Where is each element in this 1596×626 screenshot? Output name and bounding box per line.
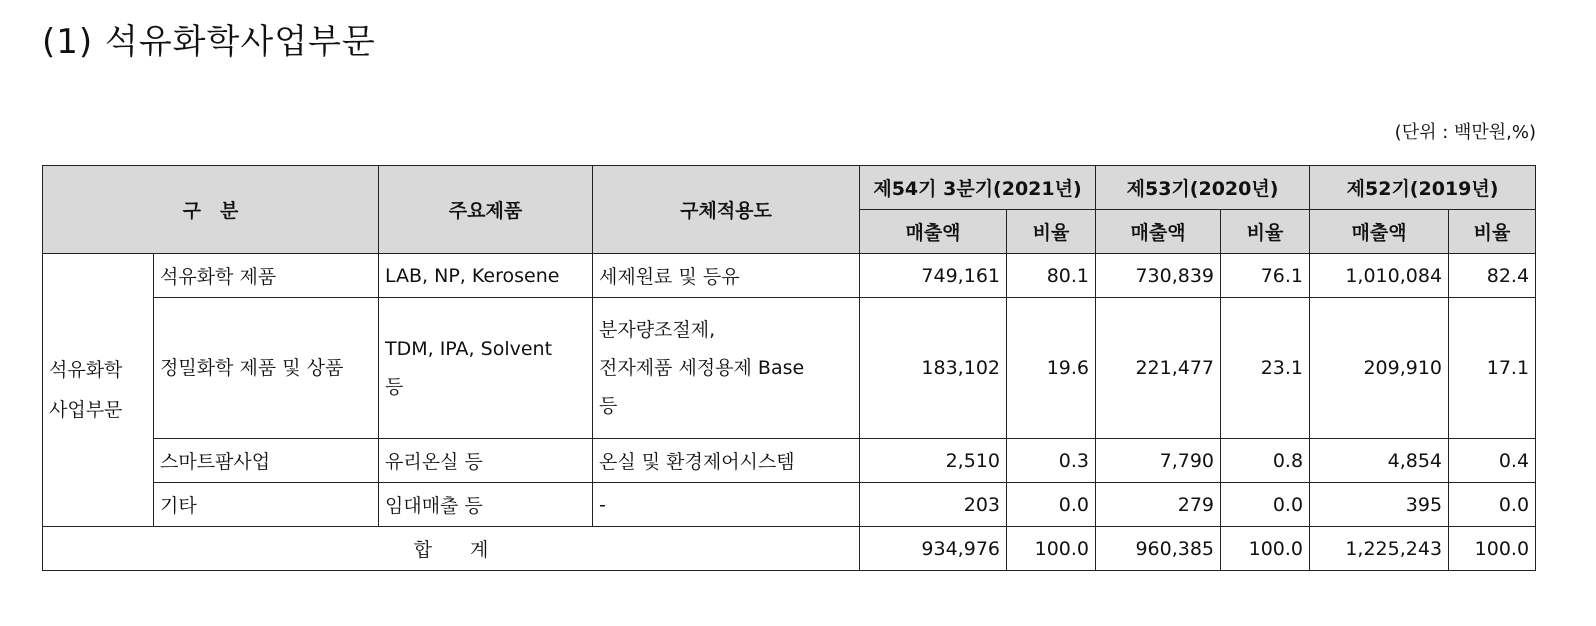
total-value: 100.0 (1007, 527, 1096, 571)
header-category: 구 분 (43, 166, 379, 254)
header-period-2: 제53기(2020년) (1096, 166, 1310, 210)
table-row (43, 298, 1536, 439)
usage-line: 전자제품 세정용제 Base (599, 357, 805, 379)
value-cell: 0.8 (1221, 439, 1310, 483)
value-cell: 7,790 (1096, 439, 1221, 483)
unit-note: (단위 : 백만원,%) (1394, 122, 1536, 143)
product-cell: 임대매출 등 (379, 483, 593, 527)
header-ratio: 비율 (1449, 210, 1536, 254)
value-cell: 82.4 (1449, 254, 1536, 298)
value-cell: 395 (1310, 483, 1449, 527)
header-sales: 매출액 (860, 210, 1007, 254)
value-cell: 76.1 (1221, 254, 1310, 298)
usage-cell (593, 298, 860, 439)
table-row (43, 254, 1536, 298)
value-cell: 0.4 (1449, 439, 1536, 483)
product-line: TDM, IPA, Solvent (385, 338, 553, 360)
segment-line: 사업부문 (49, 399, 123, 421)
value-cell: 1,010,084 (1310, 254, 1449, 298)
product-line: 등 (385, 376, 404, 398)
table-row (43, 439, 1536, 483)
product-cell (379, 298, 593, 439)
header-sales: 매출액 (1096, 210, 1221, 254)
value-cell: 0.0 (1449, 483, 1536, 527)
header-period-1: 제54기 3분기(2021년) (860, 166, 1096, 210)
value-cell: 0.0 (1007, 483, 1096, 527)
sales-table (42, 165, 1536, 571)
item-cell: 스마트팜사업 (154, 439, 379, 483)
segment-cell (43, 254, 154, 527)
header-usage: 구체적용도 (593, 166, 860, 254)
value-cell: 2,510 (860, 439, 1007, 483)
product-cell: 유리온실 등 (379, 439, 593, 483)
item-cell: 정밀화학 제품 및 상품 (154, 298, 379, 439)
value-cell: 4,854 (1310, 439, 1449, 483)
value-cell: 80.1 (1007, 254, 1096, 298)
value-cell: 17.1 (1449, 298, 1536, 439)
total-row (43, 527, 1536, 571)
usage-line: 등 (599, 395, 618, 417)
header-product: 주요제품 (379, 166, 593, 254)
header-ratio: 비율 (1007, 210, 1096, 254)
total-label: 합 계 (43, 527, 860, 571)
total-value: 934,976 (860, 527, 1007, 571)
segment-line: 석유화학 (49, 359, 123, 381)
table-row (43, 483, 1536, 527)
usage-cell: 세제원료 및 등유 (593, 254, 860, 298)
header-row-1 (43, 166, 1536, 210)
value-cell: 730,839 (1096, 254, 1221, 298)
value-cell: 203 (860, 483, 1007, 527)
value-cell: 0.3 (1007, 439, 1096, 483)
product-cell: LAB, NP, Kerosene (379, 254, 593, 298)
item-cell: 석유화학 제품 (154, 254, 379, 298)
item-cell: 기타 (154, 483, 379, 527)
page-title: (1) 석유화학사업부문 (42, 22, 376, 62)
value-cell: 183,102 (860, 298, 1007, 439)
value-cell: 0.0 (1221, 483, 1310, 527)
value-cell: 221,477 (1096, 298, 1221, 439)
header-period-3: 제52기(2019년) (1310, 166, 1536, 210)
total-value: 100.0 (1221, 527, 1310, 571)
header-sales: 매출액 (1310, 210, 1449, 254)
total-value: 1,225,243 (1310, 527, 1449, 571)
value-cell: 23.1 (1221, 298, 1310, 439)
total-value: 960,385 (1096, 527, 1221, 571)
value-cell: 209,910 (1310, 298, 1449, 439)
header-ratio: 비율 (1221, 210, 1310, 254)
value-cell: 279 (1096, 483, 1221, 527)
usage-line: 분자량조절제, (599, 319, 716, 341)
total-value: 100.0 (1449, 527, 1536, 571)
value-cell: 749,161 (860, 254, 1007, 298)
value-cell: 19.6 (1007, 298, 1096, 439)
usage-cell: 온실 및 환경제어시스템 (593, 439, 860, 483)
usage-cell: - (593, 483, 860, 527)
